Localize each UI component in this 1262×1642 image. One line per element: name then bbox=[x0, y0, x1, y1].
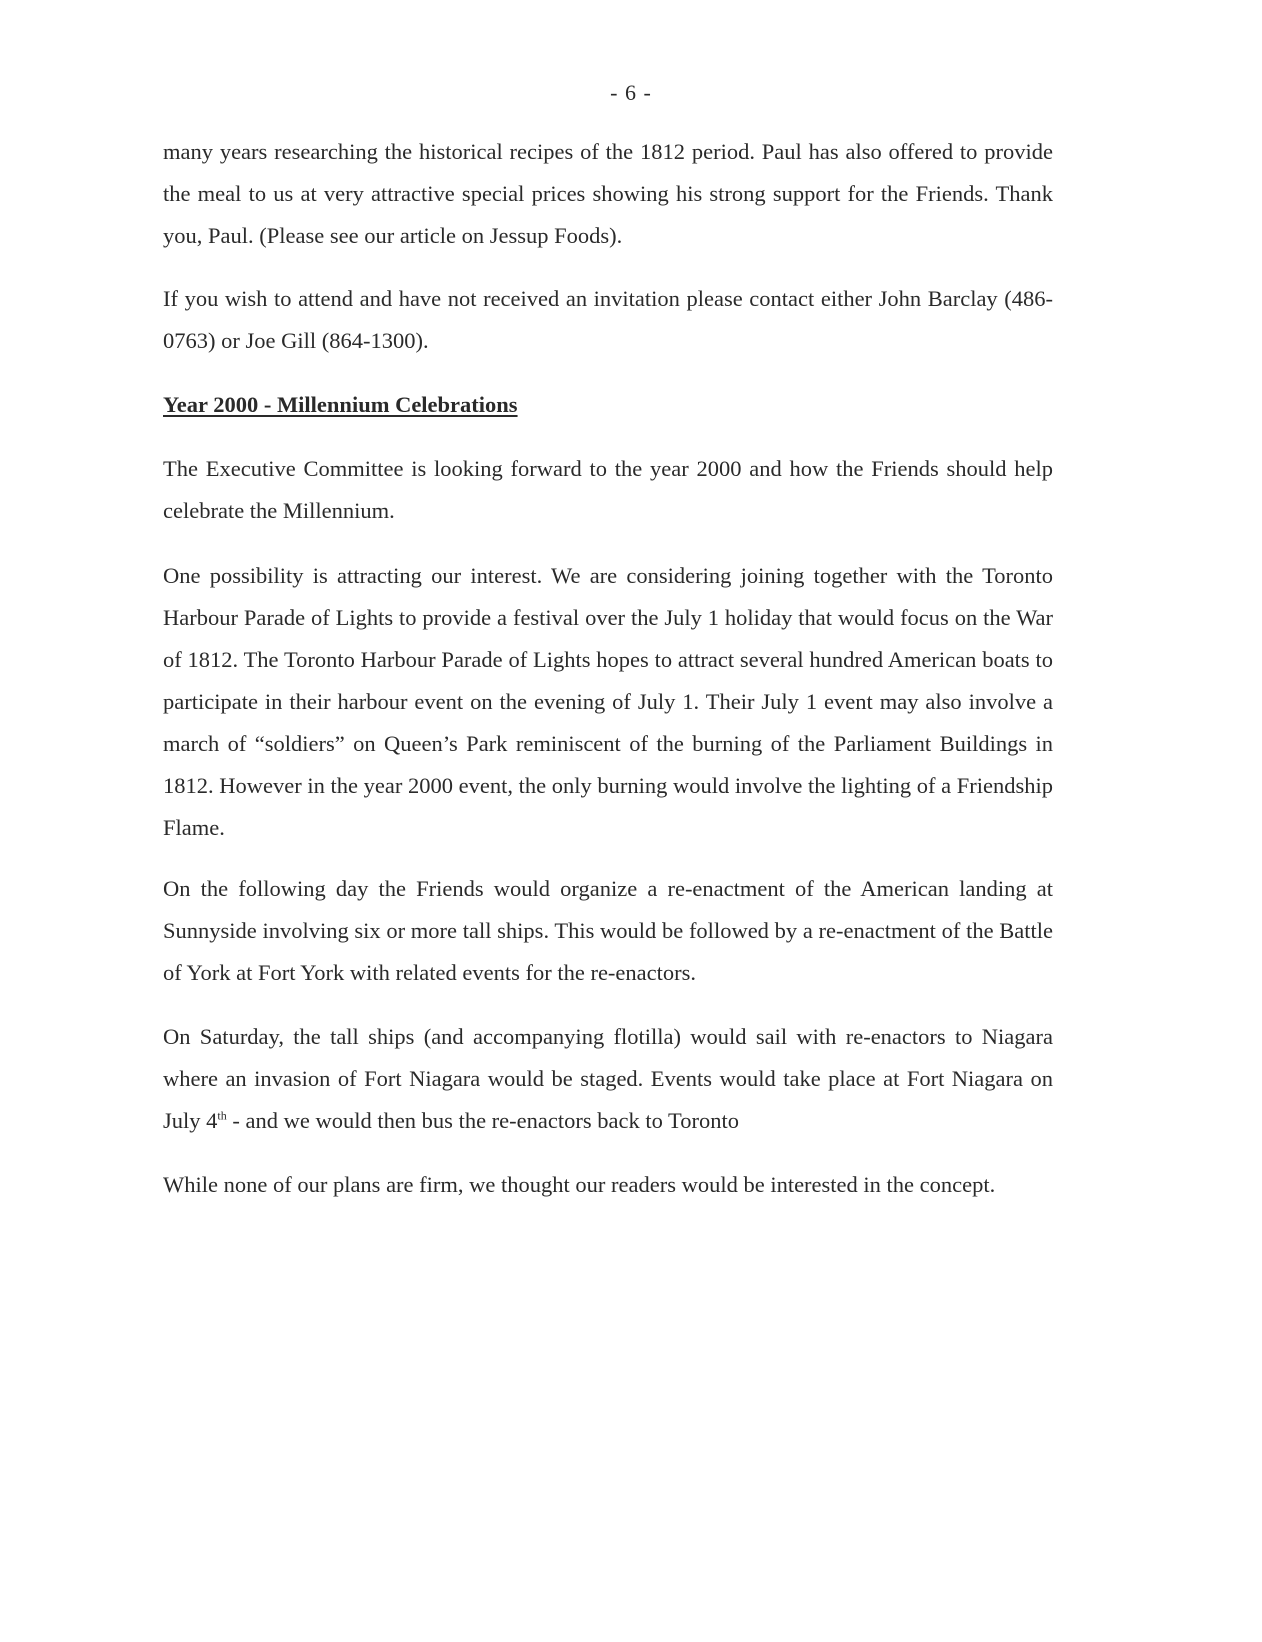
paragraph-recipes: many years researching the historical recipes of the 1812 period. Paul has also offered to provide the meal to us at very attractive special prices showing his strong support for the Friends. Thank you, Paul. (Please see our article on Jessup Foods). bbox=[163, 139, 1053, 248]
section-heading-millennium: Year 2000 - Millennium Celebrations bbox=[163, 392, 518, 417]
paragraph-sunnyside-landing: On the following day the Friends would organize a re-enactment of the American landing at Sunnyside involving six or more tall ships. This would be followed by a re-enactment of the Battle of York at Fort York with related events for the re-enactors. bbox=[163, 876, 1053, 985]
paragraph-fort-niagara bbox=[163, 1016, 1053, 1142]
paragraph-invitation-contact: If you wish to attend and have not received an invitation please contact either John Barclay (486-0763) or Joe Gill (864-1300). bbox=[163, 286, 1053, 353]
date-superscript: th bbox=[217, 1108, 227, 1123]
fort-niagara-text: On Saturday, the tall ships (and accompanying flotilla) would sail with re-enactors to Niagara where an invasion of Fort Niagara would be staged. Events would take place at Fort Niagara on July 4 bbox=[163, 1024, 1053, 1133]
fort-niagara-text-end: - and we would then bus the re-enactors back to Toronto bbox=[226, 1108, 739, 1133]
paragraph-harbour-parade: One possibility is attracting our interest. We are considering joining together with the Toronto Harbour Parade of Lights to provide a festival over the July 1 holiday that would focus on the War of 1812. The Toronto Harbour Parade of Lights hopes to attract several hundred American boats to participate in their harbour event on the evening of July 1. Their July 1 event may also involve a march of “soldiers” on Queen’s Park reminiscent of the burning of the Parliament Buildings in 1812. However in the year 2000 event, the only burning would involve the lighting of a Friendship Flame. bbox=[163, 563, 1053, 840]
paragraph-executive-committee: The Executive Committee is looking forward to the year 2000 and how the Friends should help celebrate the Millennium. bbox=[163, 456, 1053, 523]
paragraph-concept: While none of our plans are firm, we thought our readers would be interested in the concept. bbox=[163, 1172, 996, 1197]
page-number: - 6 - bbox=[610, 80, 652, 105]
